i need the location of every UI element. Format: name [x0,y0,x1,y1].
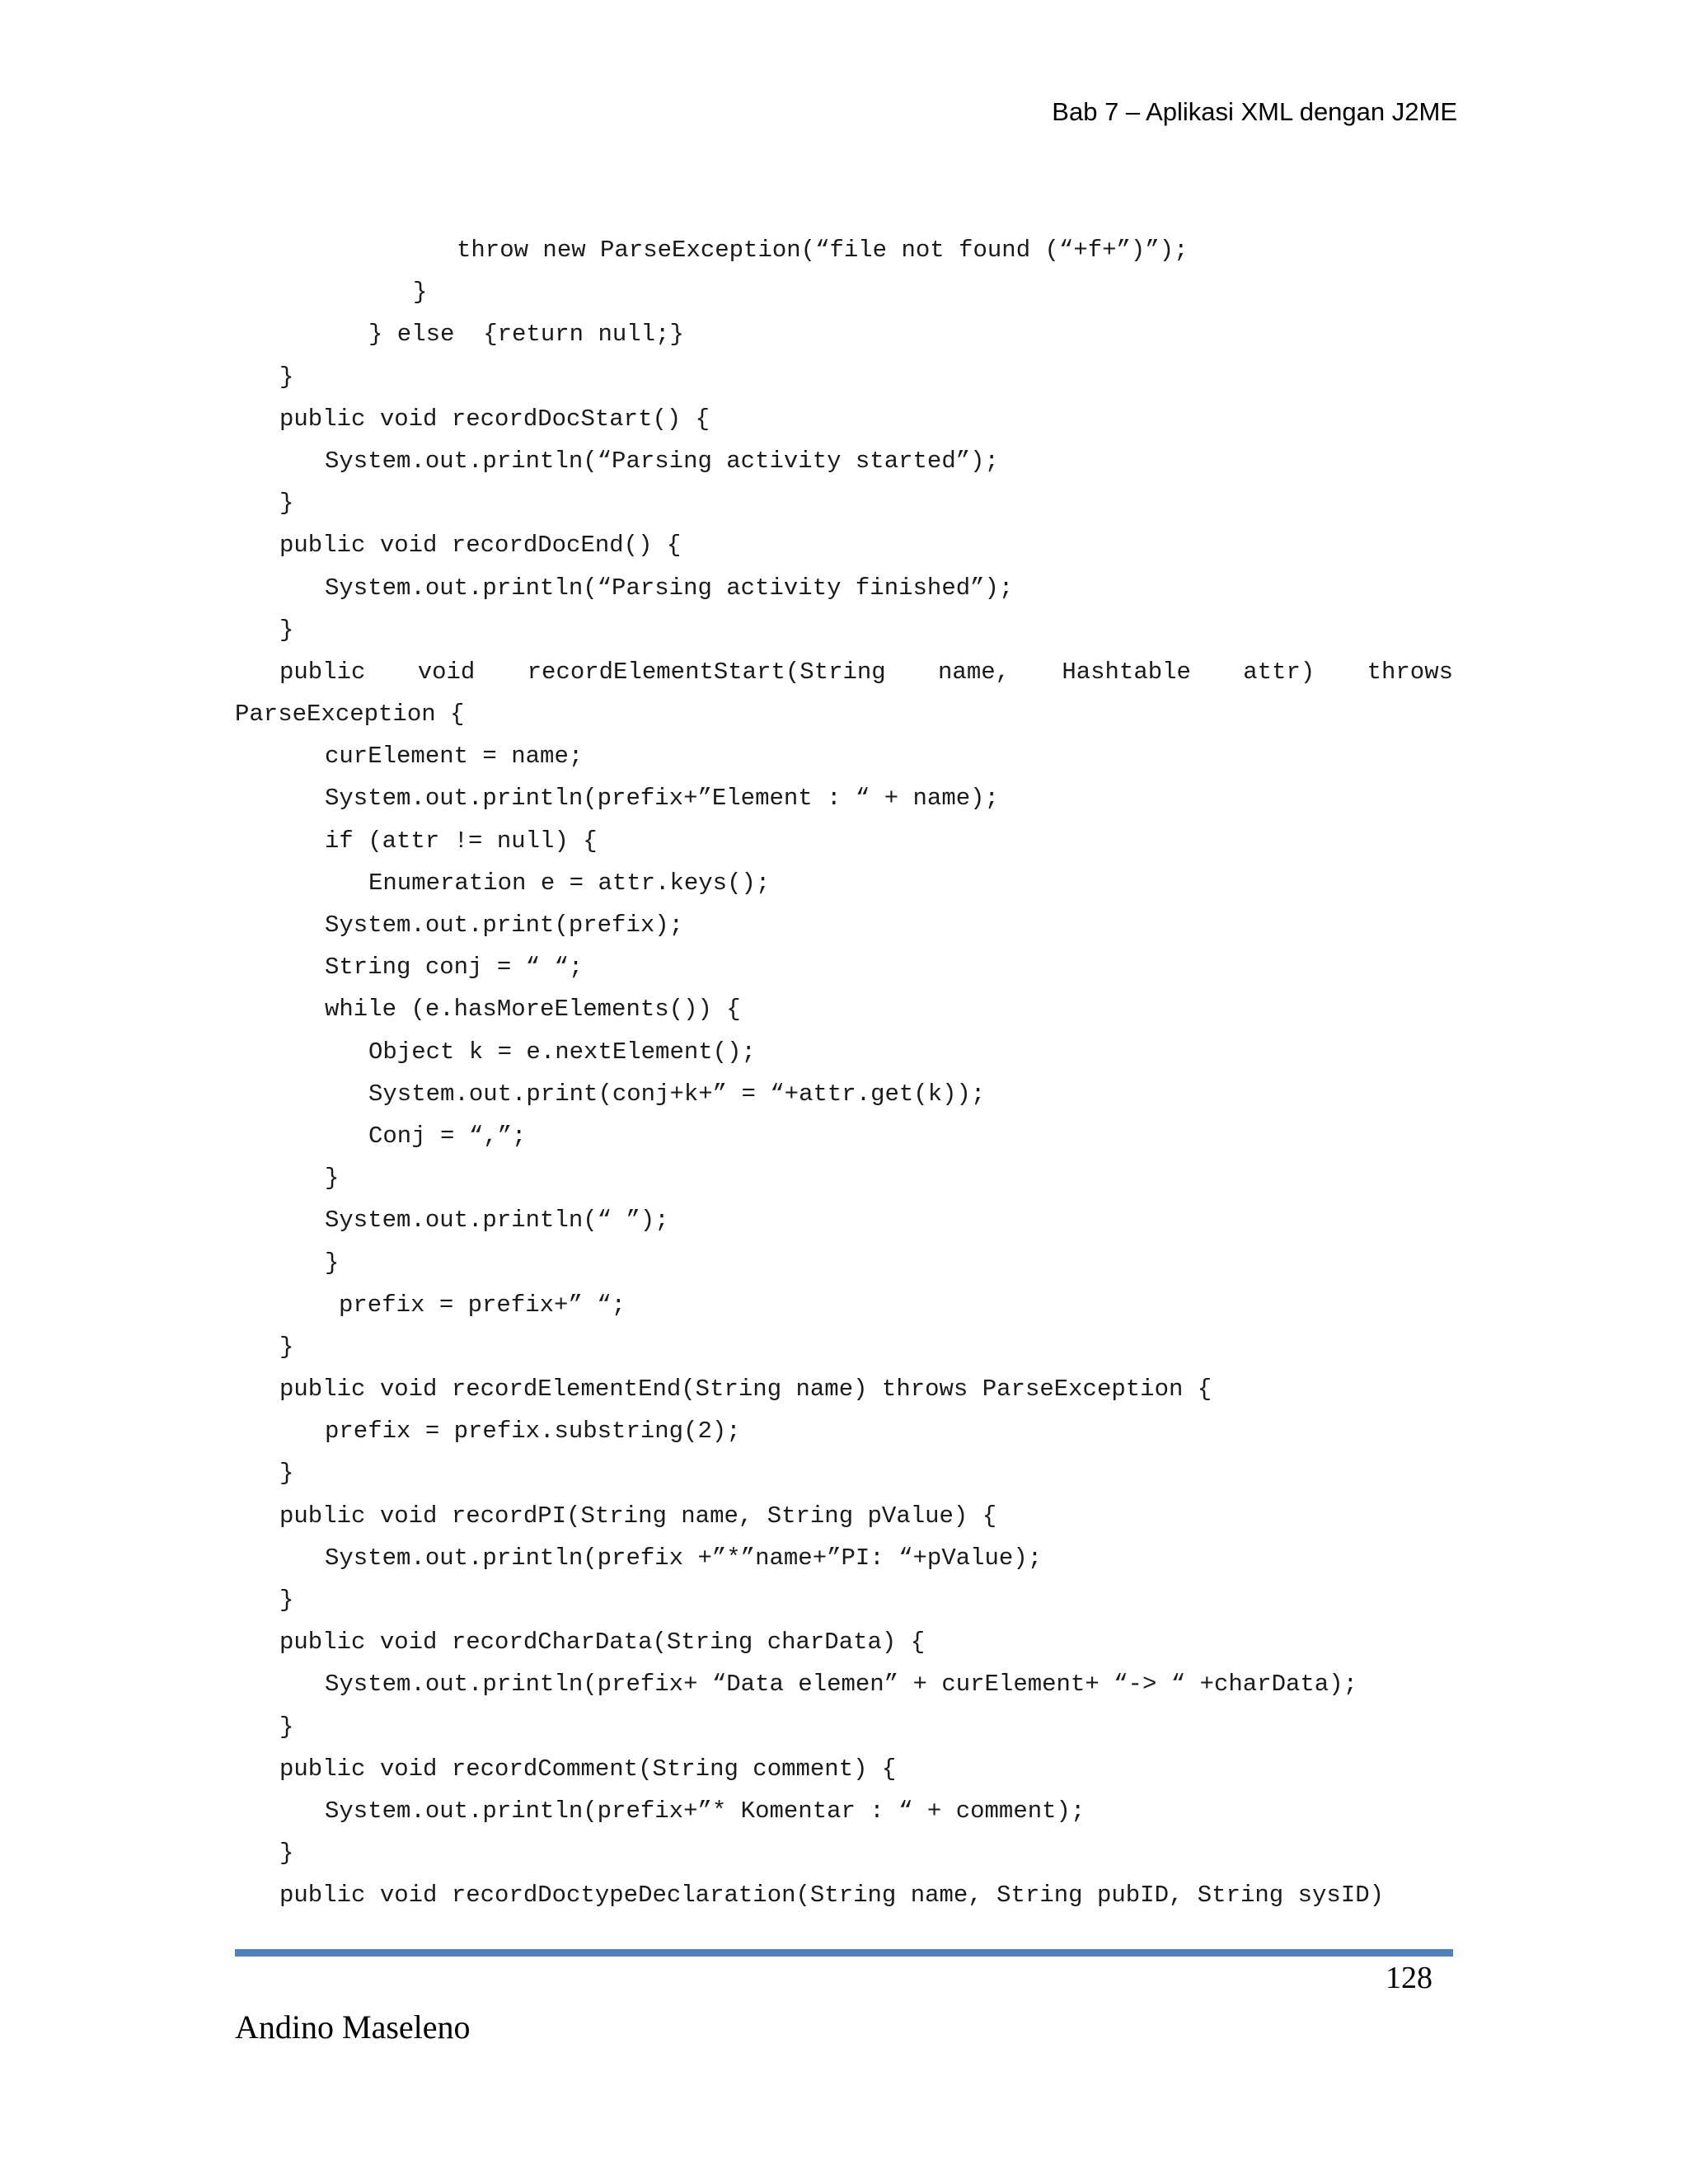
code-line: Enumeration e = attr.keys(); [368,869,771,897]
code-line: System.out.println(prefix+”* Komentar : “ + comment); [325,1797,1085,1825]
code-line: } [325,1249,340,1277]
code-word: throws [1367,658,1453,686]
page-number: 128 [1386,1961,1432,1995]
code-line: } [325,1165,340,1193]
code-line: System.out.println(“Parsing activity finished”); [325,574,1014,602]
code-line: } [279,1840,294,1868]
code-line: } [279,616,294,644]
code-word: attr) [1243,658,1315,686]
code-line: throw new ParseException(“file not found (“+f+”)”); [457,237,1189,264]
code-word: Hashtable [1062,658,1191,686]
code-line-justified [235,651,1453,693]
code-line: public void recordComment(String comment) { [279,1755,897,1783]
author-name: Andino Maseleno [235,2008,471,2046]
code-word: recordElementStart(String [527,658,886,686]
code-line: ParseException { [235,701,465,729]
code-line: } [279,1333,294,1361]
code-line: String conj = “ “; [325,954,584,982]
code-word: void [417,658,476,686]
code-line: public void recordDoctypeDeclaration(String name, String pubID, String sysID) [279,1882,1385,1910]
code-line: curElement = name; [325,743,584,771]
code-line: System.out.println(“ ”); [325,1207,669,1235]
code-line: if (attr != null) { [325,827,598,855]
code-line: System.out.print(prefix); [325,912,684,939]
code-line: } [279,490,294,518]
code-line: System.out.println(prefix+ “Data elemen” + curElement+ “-> “ +charData); [325,1671,1358,1699]
code-line: public void recordDocStart() { [279,405,710,433]
footer-divider [235,1949,1453,1957]
code-line: } [279,1586,294,1614]
code-listing [235,229,1453,1917]
code-line: Conj = “,”; [368,1122,527,1150]
code-word: name, [938,658,1010,686]
code-line: public void recordPI(String name, String pValue) { [279,1502,997,1530]
code-line: prefix = prefix+” “; [339,1291,626,1319]
code-line: while (e.hasMoreElements()) { [325,996,741,1024]
code-line: } [279,1713,294,1741]
running-header: Bab 7 – Aplikasi XML dengan J2ME [1052,97,1457,126]
code-line: } else {return null;} [368,321,684,349]
code-line: } [413,279,428,307]
code-word: public [279,658,366,686]
code-line: public void recordElementEnd(String name) throws ParseException { [279,1376,1212,1404]
code-line: } [279,363,294,391]
code-line: public void recordCharData(String charData) { [279,1629,926,1657]
code-line: } [279,1460,294,1488]
code-line: public void recordDocEnd() { [279,532,682,560]
code-line: prefix = prefix.substring(2); [325,1418,741,1446]
code-line: System.out.println(prefix +”*”name+”PI: “+pValue); [325,1544,1043,1572]
code-line: System.out.print(conj+k+” = “+attr.get(k)); [368,1080,986,1108]
code-line: System.out.println(prefix+”Element : “ + name); [325,785,999,813]
code-line: Object k = e.nextElement(); [368,1038,756,1066]
code-line: System.out.println(“Parsing activity started”); [325,447,999,475]
